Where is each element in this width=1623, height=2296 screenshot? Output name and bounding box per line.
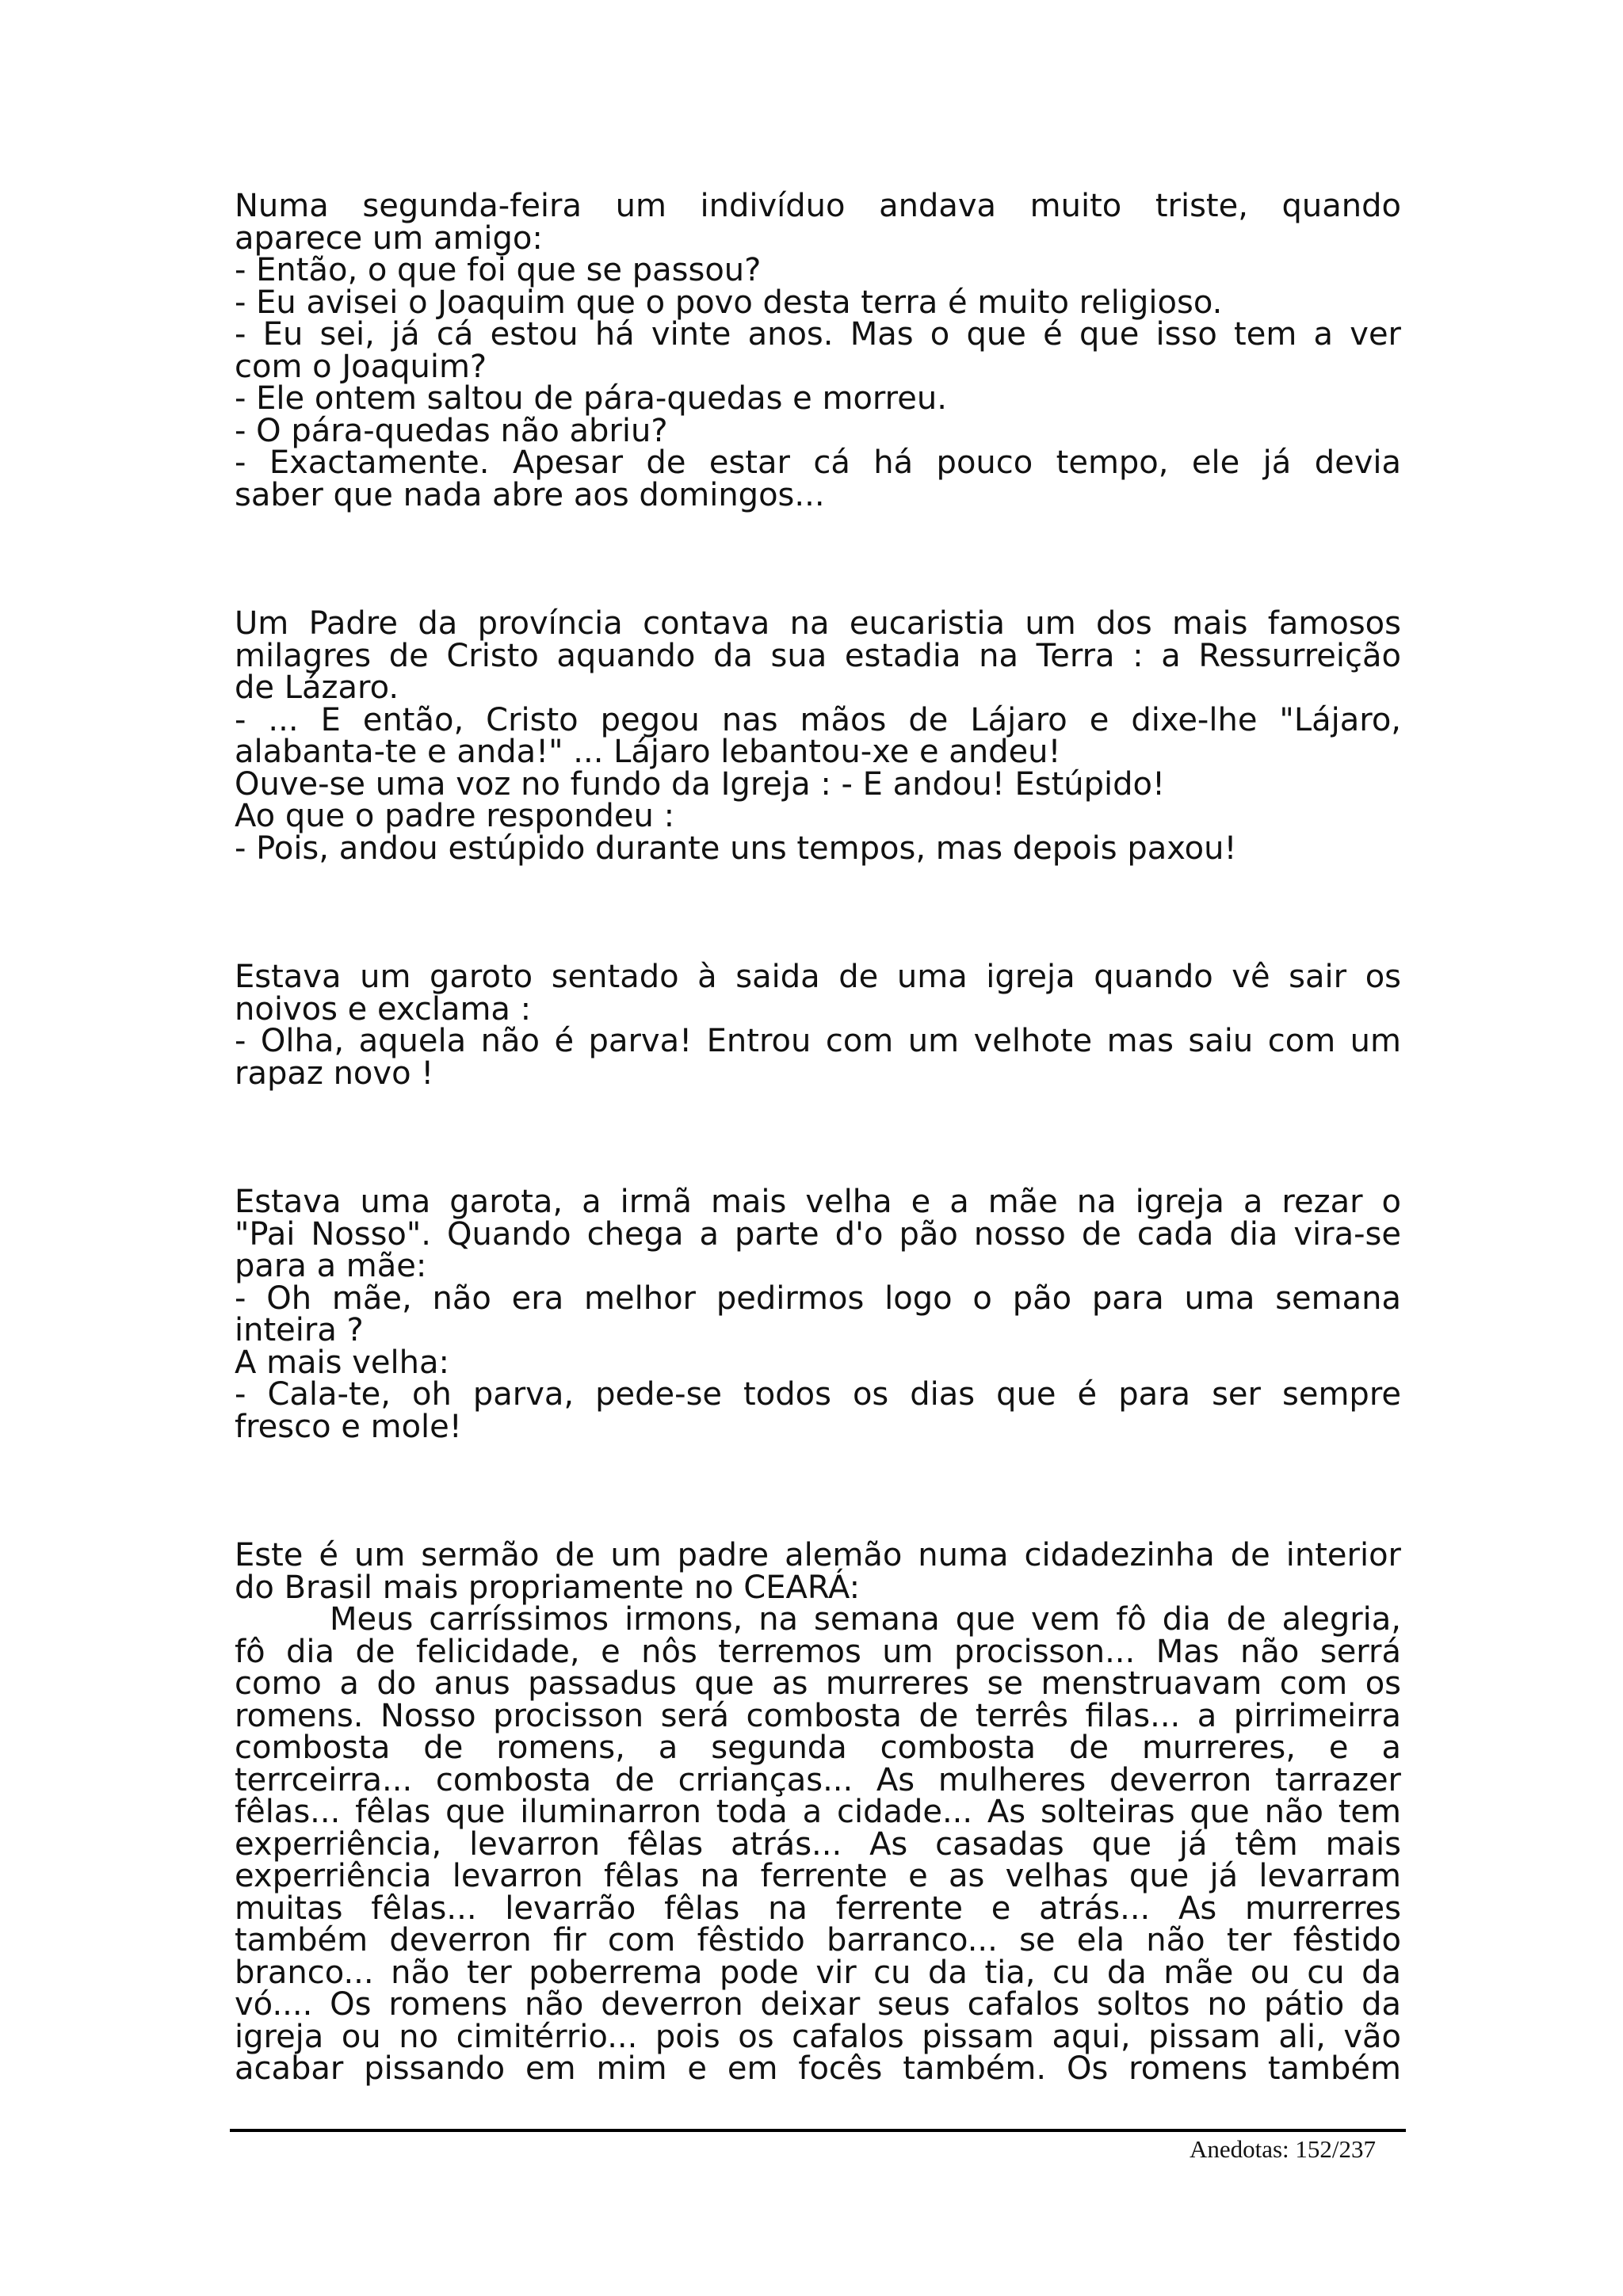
text-line: - ... E então, Cristo pegou nas mãos de Lájaro e dixe-lhe "Lájaro, [235,701,1401,738]
text-line: alabanta-te e anda!" ... Lájaro lebantou-xe e andeu! [235,734,1061,770]
footer-rule [230,2129,1406,2132]
document-body [235,190,1401,2085]
text-line: - Exactamente. Apesar de estar cá há pouco tempo, ele já devia [235,444,1401,481]
joke-paragraph [235,605,1401,867]
text-line: rapaz novo ! [235,1055,434,1092]
text-line: fresco e mole! [235,1408,462,1445]
text-line: fô dia de felicidade, e nôs terremos um procisson... Mas não serrá [235,1633,1401,1670]
text-line: - Cala-te, oh parva, pede-se todos os dias que é para ser sempre [235,1376,1401,1413]
text-line: - O pára-quedas não abriu? [235,412,668,449]
text-line: experriência, levarron fêlas atrás... As casadas que já têm mais [235,1825,1401,1863]
text-line: Estava uma garota, a irmã mais velha e a mãe na igreja a rezar o [235,1184,1401,1220]
joke-paragraph [235,1186,1401,1443]
text-line: - Eu avisei o Joaquim que o povo desta terra é muito religioso. [235,284,1223,321]
text-line: Um Padre da província contava na eucaristia um dos mais famosos [235,605,1401,642]
text-line: de Lázaro. [235,669,399,706]
text-line: - Eu sei, já cá estou há vinte anos. Mas o que é que isso tem a ver [235,316,1401,353]
text-line: - Oh mãe, não era melhor pedirmos logo o pão para uma semana [235,1280,1401,1317]
text-line: Estava um garoto sentado à saida de uma igreja quando vê sair os [235,959,1401,995]
text-line: experriência levarron fêlas na ferrente e as velhas que já levarram [235,1858,1401,1894]
text-line: Este é um sermão de um padre alemão numa cidadezinha de interior [235,1537,1401,1573]
text-line: aparece um amigo: [235,219,543,257]
text-line: Numa segunda-feira um indivíduo andava muito triste, quando [235,188,1401,224]
text-line: combosta de romens, a segunda combosta de murreres, e a [235,1730,1401,1766]
text-line: romens. Nosso procisson será combosta de terrês filas... a pirrimeirra [235,1697,1401,1734]
text-line: muitas fêlas... levarrão fêlas na ferrente e atrás... As murrerres [235,1890,1401,1927]
text-line: terrceirra... combosta de crrianças... As mulheres deverron tarrazer [235,1761,1401,1798]
joke-paragraph [235,959,1401,1092]
text-line: - Ele ontem saltou de pára-quedas e morreu. [235,380,947,417]
text-line: acabar pissando em mim e em focês também. Os romens também [235,2050,1401,2087]
text-line: do Brasil mais propriamente no CEARÁ: [235,1569,861,1606]
page-number: Anedotas: 152/237 [1189,2135,1376,2163]
text-line: também deverron fir com fêstido barranco... se ela não ter fêstido [235,1922,1401,1958]
text-line: branco... não ter poberrema pode vir cu da tia, cu da mãe ou cu da [235,1954,1401,1991]
joke-paragraph [235,1539,1401,2085]
text-line: Ao que o padre respondeu : [235,798,675,834]
text-line: - Então, o que foi que se passou? [235,252,762,288]
text-line: Ouve-se uma voz no fundo da Igreja : - E andou! Estúpido! [235,765,1166,803]
text-line: noivos e exclama : [235,990,532,1028]
text-line: - Pois, andou estúpido durante uns tempos, mas depois paxou! [235,830,1237,867]
text-line: fêlas... fêlas que iluminarron toda a cidade... As solteiras que não tem [235,1794,1401,1830]
text-line: com o Joaquim? [235,348,487,385]
text-line: inteira ? [235,1312,364,1348]
text-line: para a mãe: [235,1248,427,1284]
text-line: como a do anus passadus que as murreres se menstruavam com os [235,1665,1401,1702]
text-line: - Olha, aquela não é parva! Entrou com um velhote mas saiu com um [235,1023,1401,1059]
text-line: saber que nada abre aos domingos... [235,476,825,513]
text-line: igreja ou no cimitérrio... pois os cafalos pissam aqui, pissam ali, vão [235,2018,1401,2055]
text-line: A mais velha: [235,1344,449,1381]
text-line: Meus carríssimos irmons, na semana que vem fô dia de alegria, [330,1601,1401,1638]
text-line: "Pai Nosso". Quando chega a parte d'o pão nosso de cada dia vira-se [235,1215,1401,1253]
text-line: vó.... Os romens não deverron deixar seus cafalos soltos no pátio da [235,1986,1401,2023]
joke-paragraph [235,190,1401,511]
text-line: milagres de Cristo aquando da sua estadia na Terra : a Ressurreição [235,637,1401,674]
